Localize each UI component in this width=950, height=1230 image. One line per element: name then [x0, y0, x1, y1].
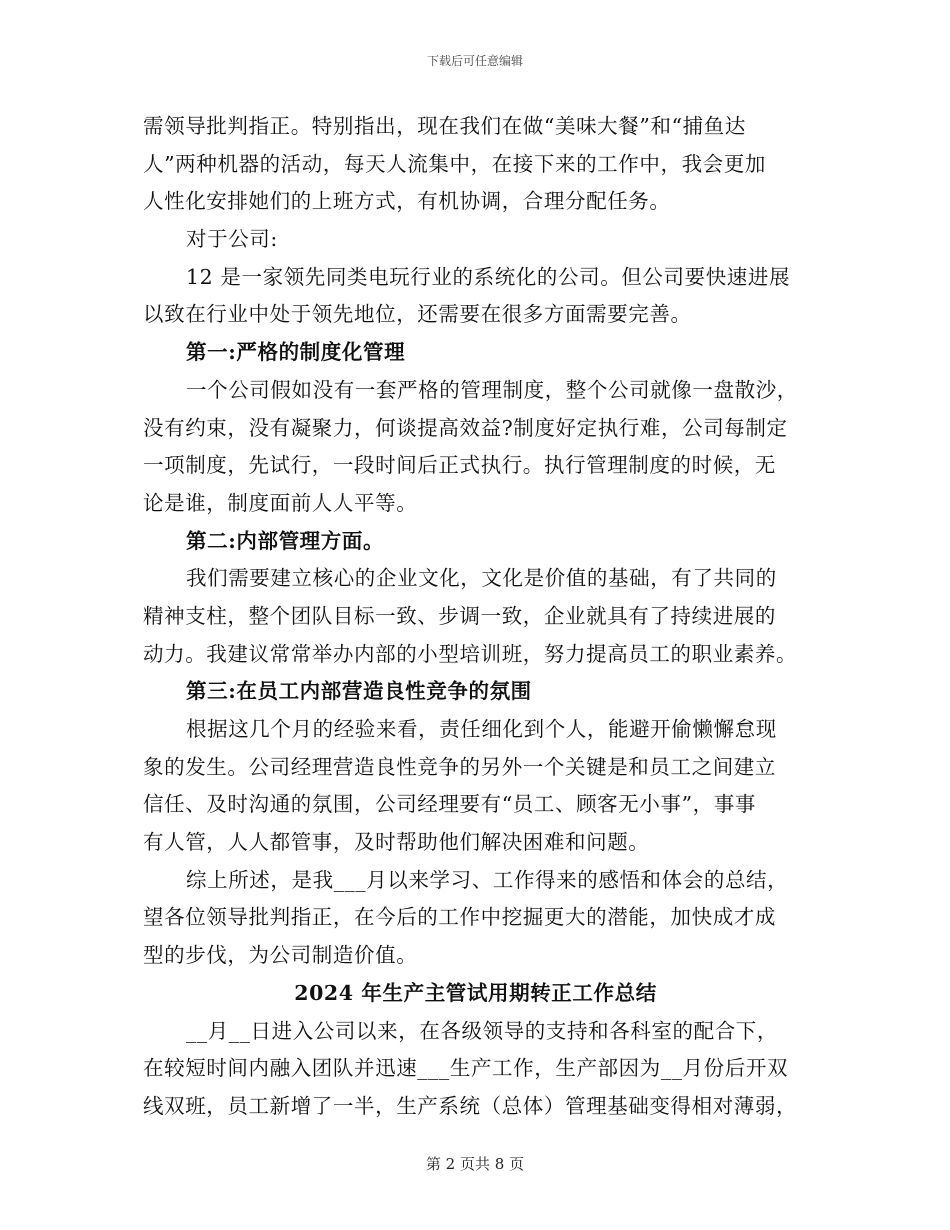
- text-line: 根据这几个月的经验来看，责任细化到个人，能避开偷懒懈怠现: [186, 717, 777, 741]
- text-line: 有人管，人人都管事，及时帮助他们解决困难和问题。: [143, 830, 650, 855]
- text-line: 型的步伐，为公司制造价值。: [143, 943, 418, 968]
- text-line: 12 是一家领先同类电玩行业的系统化的公司。但公司要快速进展: [186, 264, 791, 289]
- section-heading: 第三:在员工内部营造良性竞争的氛围: [186, 679, 532, 704]
- text-line: 需领导批判指正。特别指出，现在我们在做“美味大餐”和“捕鱼达: [143, 114, 746, 138]
- text-line: 综上所述，是我___月以来学习、工作得来的感悟和体会的总结，: [186, 867, 789, 892]
- section-heading: 第一:严格的制度化管理: [186, 340, 406, 365]
- text-line: __月__日进入公司以来，在各级领导的支持和各科室的配合下，: [186, 1018, 778, 1043]
- text-line: 对于公司:: [186, 227, 278, 252]
- text-line: 人”两种机器的活动，每天人流集中，在接下来的工作中，我会更加: [143, 151, 766, 176]
- text-line: 象的发生。公司经理营造良性竞争的另外一个关键是和员工之间建立: [143, 754, 776, 779]
- section-heading: 第二:内部管理方面。: [186, 528, 385, 553]
- text-line: 在较短时间内融入团队并迅速___生产工作，生产部因为__月份后开双: [143, 1056, 789, 1081]
- text-line: 信任、及时沟通的氛围，公司经理要有“员工、顾客无小事”，事事: [143, 792, 756, 817]
- text-line: 线双班，员工新增了一半，生产系统（总体）管理基础变得相对薄弱，: [143, 1093, 798, 1118]
- document-body: [143, 108, 808, 1126]
- text-line: 以致在行业中处于领先地位，还需要在很多方面需要完善。: [143, 302, 692, 327]
- text-line: 我们需要建立核心的企业文化，文化是价值的基础，有了共同的: [186, 566, 777, 591]
- page-header: 下载后可任意编辑: [426, 54, 523, 68]
- section-title: 2024 年生产主管试用期转正工作总结: [294, 980, 657, 1005]
- text-line: 望各位领导批判指正，在今后的工作中挖掘更大的潜能，加快成才成: [143, 905, 776, 930]
- text-line: 一个公司假如没有一套严格的管理制度，整个公司就像一盘散沙，: [186, 377, 798, 402]
- text-line: 精神支柱，整个团队目标一致、步调一致，企业就具有了持续进展的: [143, 603, 776, 628]
- text-line: 论是谁，制度面前人人平等。: [143, 490, 418, 515]
- text-line: 动力。我建议常常举办内部的小型培训班，努力提高员工的职业素养。: [143, 641, 798, 666]
- text-line: 一项制度，先试行，一段时间后正式执行。执行管理制度的时候，无: [143, 453, 776, 478]
- text-line: 人性化安排她们的上班方式，有机协调，合理分配任务。: [143, 189, 671, 214]
- page-footer: 第 2 页共 8 页: [425, 1155, 525, 1173]
- text-line: 没有约束，没有凝聚力，何谈提高效益?制度好定执行难，公司每制定: [143, 415, 788, 440]
